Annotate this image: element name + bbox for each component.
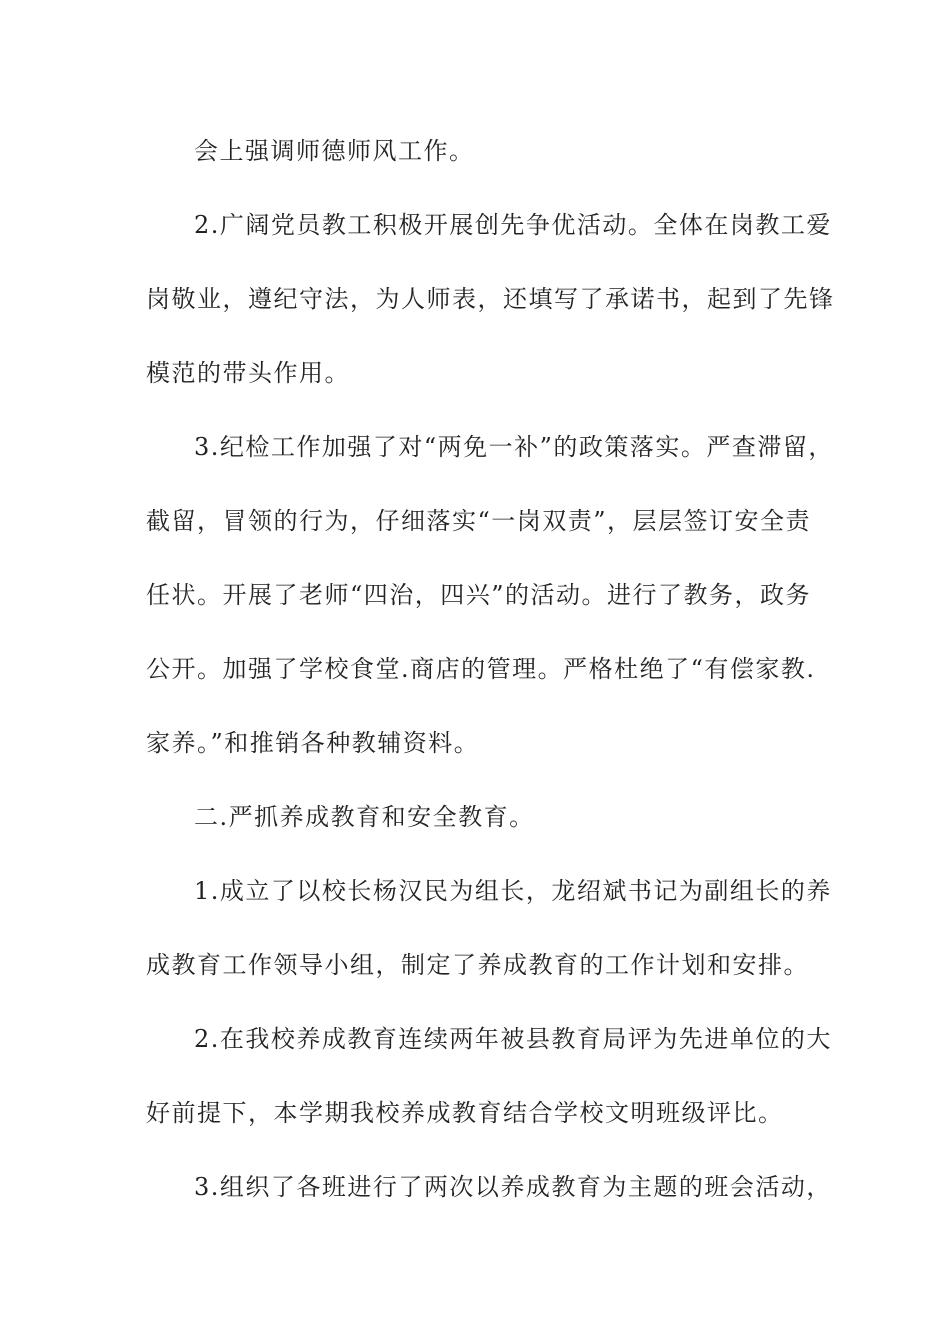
text-line: 3.组织了各班进行了两次以养成教育为主题的班会活动， — [194, 1173, 832, 1201]
text-line: 截留，冒领的行为，仔细落实“一岗双责”，层层签订安全责 — [146, 507, 812, 535]
body-text — [146, 127, 835, 1237]
text-line: 岗敬业，遵纪守法，为人师表，还填写了承诺书，起到了先锋 — [146, 285, 835, 313]
text-line: 成教育工作领导小组，制定了养成教育的工作计划和安排。 — [146, 951, 809, 979]
text-line: 公开。加强了学校食堂.商店的管理。严格杜绝了“有偿家教. — [146, 655, 816, 683]
text-line: 好前提下，本学期我校养成教育结合学校文明班级评比。 — [146, 1099, 784, 1127]
text-line: 3.纪检工作加强了对“两免一补”的政策落实。严查滞留， — [194, 433, 834, 461]
text-line: 模范的带头作用。 — [146, 359, 350, 387]
text-line: 1.成立了以校长杨汉民为组长，龙绍斌书记为副组长的养 — [194, 877, 832, 905]
text-line: 2.在我校养成教育连续两年被县教育局评为先进单位的大 — [194, 1025, 832, 1053]
text-line: 2.广阔党员教工积极开展创先争优活动。全体在岗教工爱 — [194, 211, 832, 239]
text-line: 任状。开展了老师“四治，四兴”的活动。进行了教务，政务 — [146, 581, 812, 609]
text-line: 会上强调师德师风工作。 — [194, 137, 475, 165]
section-heading: 二.严抓养成教育和安全教育。 — [194, 803, 535, 831]
text-line: 家养。”和推销各种教辅资料。 — [146, 729, 480, 757]
